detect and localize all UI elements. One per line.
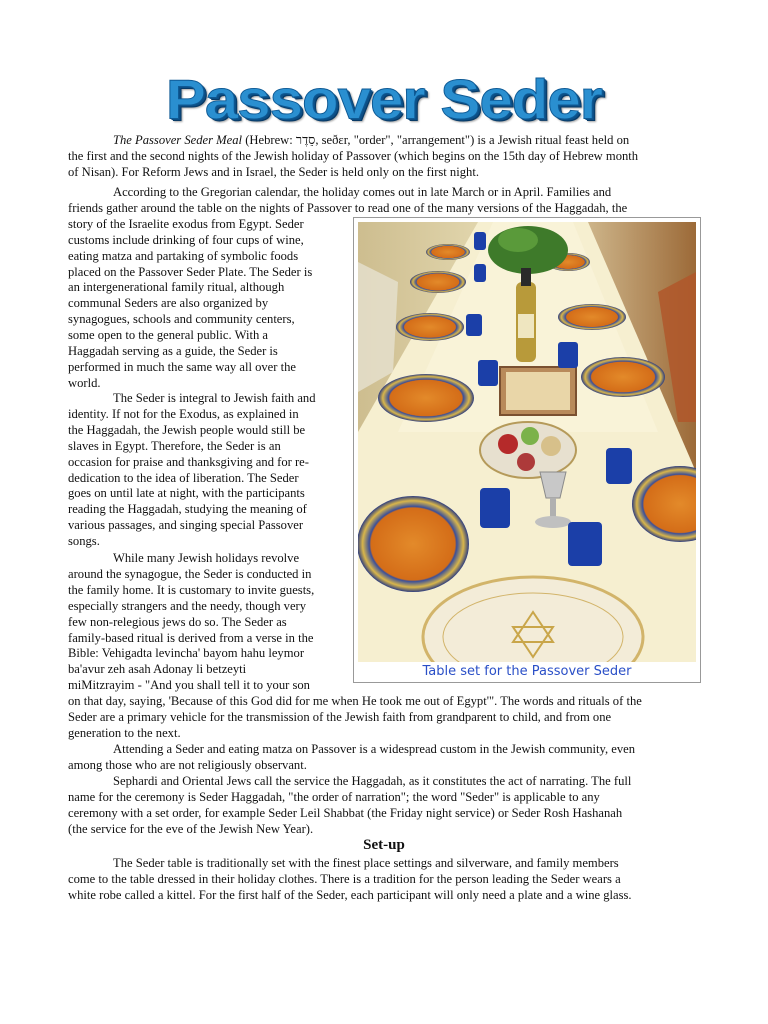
intro-paragraph bbox=[68, 133, 704, 181]
gregorian-line: friends gather around the table on the nights of Passover to read one of the many versions of the Haggadah, the bbox=[68, 200, 628, 215]
attending-line: among those who are not religiously observant. bbox=[68, 757, 307, 772]
gregorian-line: eating matza and partaking of symbolic foods bbox=[68, 248, 299, 263]
seder-table-figure bbox=[353, 217, 701, 683]
integral-line: various passages, and singing special Passover bbox=[68, 518, 304, 533]
holidays-line: family-based ritual is derived from a verse in the bbox=[68, 630, 314, 645]
gregorian-line: synagogues, schools and community centers, bbox=[68, 312, 295, 327]
gregorian-line: customs include drinking of four cups of wine, bbox=[68, 232, 304, 247]
sephardi-line: name for the ceremony is Seder Haggadah, "the order of narration"; the word "Seder" is applicable to any bbox=[68, 789, 600, 804]
sephardi-line: (the service for the eve of the Jewish New Year). bbox=[68, 821, 314, 836]
holidays-line: Seder are a primary vehicle for the transmission of the Jewish faith from grandparent to child, and from one bbox=[68, 710, 612, 725]
page-title: Passover Seder bbox=[165, 68, 603, 131]
intro-line: (Hebrew: סֵדֶר, seðɛr, "order", "arrangement") is a Jewish ritual feast held on bbox=[242, 133, 630, 147]
setup-heading: Set-up bbox=[363, 837, 405, 853]
integral-line: reading the Haggadah, studying the meaning of bbox=[68, 502, 307, 517]
holidays-line: especially strangers and the needy, though very bbox=[68, 598, 307, 613]
integral-line: goes on until late at night, with the participants bbox=[68, 486, 305, 501]
holidays-line: miMitzrayim - "And you shall tell it to your son bbox=[68, 678, 310, 693]
setup-line: The Seder table is traditionally set with the finest place settings and silverware, and family members bbox=[113, 856, 619, 870]
gregorian-line: world. bbox=[68, 375, 101, 390]
attending-line: Attending a Seder and eating matza on Passover is a widespread custom in the Jewish community, even bbox=[113, 742, 636, 756]
seder-table-photo bbox=[358, 222, 696, 662]
holidays-line: the family home. It is customary to invite guests, bbox=[68, 582, 315, 597]
intro-line: of Nisan). For Reform Jews and in Israel, the Seder is held only on the first night. bbox=[68, 164, 479, 179]
gregorian-line: communal Seders are also organized by bbox=[68, 296, 269, 311]
gregorian-line: performed in much the same way all over the bbox=[68, 359, 297, 374]
intro-line: the first and the second nights of the Jewish holiday of Passover (which begins on the 15th day of Hebrew month bbox=[68, 148, 639, 163]
attending-paragraph bbox=[68, 742, 704, 774]
gregorian-line: Haggadah serving as a guide, the Seder is bbox=[68, 344, 278, 359]
holidays-line: Bible: Vehigadta levincha' bayom hahu leymor bbox=[68, 646, 305, 661]
holidays-line: few non-relegious jews do so. The Seder as bbox=[68, 614, 287, 629]
holidays-line: generation to the next. bbox=[68, 725, 181, 740]
integral-line: The Seder is integral to Jewish faith and bbox=[113, 391, 316, 405]
holidays-line: on that day, saying, 'Because of this God did for me when He took me out of Egypt'". The words and rituals of the bbox=[68, 694, 642, 709]
integral-line: slaves in Egypt. Therefore, the Seder is an bbox=[68, 438, 281, 453]
integral-line: occasion for praise and thanksgiving and for re- bbox=[68, 454, 309, 469]
integral-line: songs. bbox=[68, 534, 100, 549]
holidays-line: around the synagogue, the Seder is conducted in bbox=[68, 566, 312, 581]
sephardi-line: Sephardi and Oriental Jews call the service the Haggadah, as it constitutes the act of narrating. The full bbox=[113, 774, 632, 788]
intro-italic: The Passover Seder Meal bbox=[113, 133, 243, 147]
gregorian-line: story of the Israelite exodus from Egypt. Seder bbox=[68, 216, 304, 231]
holidays-line: While many Jewish holidays revolve bbox=[113, 551, 300, 565]
gregorian-line: an intergenerational family ritual, although bbox=[68, 280, 285, 295]
setup-line: white robe called a kittel. For the first half of the Seder, each participant will only need a plate and a wine glass. bbox=[68, 887, 632, 902]
setup-line: come to the table dressed in their holiday clothes. There is a tradition for the person leading the Seder wears a bbox=[68, 871, 621, 886]
integral-line: dedication to the idea of liberation. The Seder bbox=[68, 470, 299, 485]
gregorian-line: some open to the general public. With a bbox=[68, 328, 269, 343]
holidays-line: ba'avur zeh asah Adonay li betzeyti bbox=[68, 662, 247, 677]
figure-caption: Table set for the Passover Seder bbox=[422, 664, 632, 679]
setup-paragraph bbox=[68, 856, 704, 904]
integral-line: the Haggadah, the Jewish people would still be bbox=[68, 422, 306, 437]
gregorian-line: placed on the Passover Seder Plate. The Seder is bbox=[68, 264, 313, 279]
integral-line: identity. If not for the Exodus, as explained in bbox=[68, 406, 299, 421]
sephardi-line: ceremony with a set order, for example Seder Leil Shabbat (the Friday night service) or Seder Rosh Hashanah bbox=[68, 805, 623, 820]
gregorian-line: According to the Gregorian calendar, the holiday comes out in late March or in April. Families and bbox=[113, 185, 612, 199]
sephardi-paragraph bbox=[68, 774, 704, 838]
